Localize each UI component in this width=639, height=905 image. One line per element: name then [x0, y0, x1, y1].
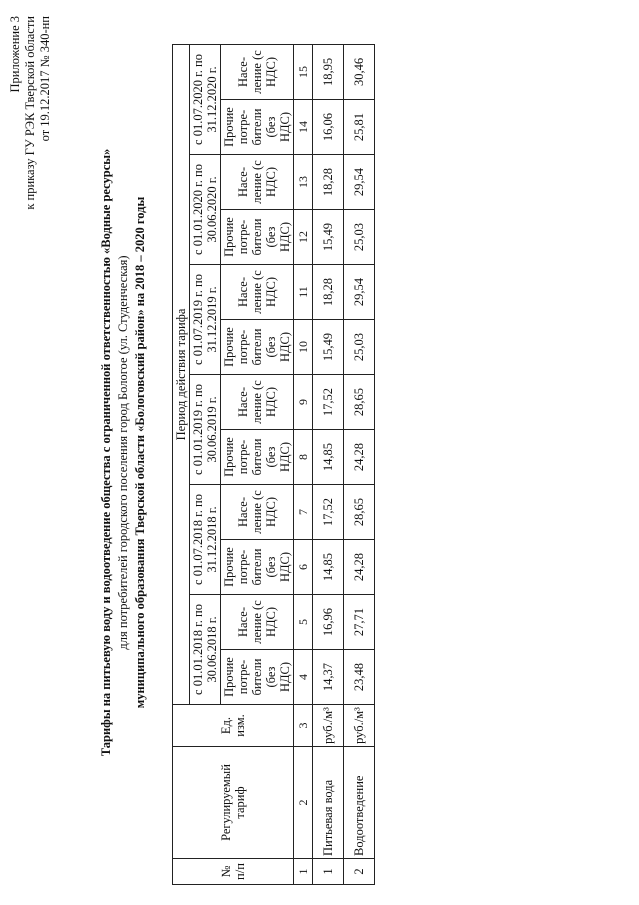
title-line-3: муниципального образования Тверской области «Бологовский район» на 2018 – 2020 годы: [133, 196, 147, 709]
tariff-value: 14,37: [313, 650, 344, 705]
header-num: № п/п: [173, 859, 294, 885]
period-header: с 01.01.2019 г. по 30.06.2019 г.: [190, 375, 221, 485]
subheader-other: Прочие потре-бители (без НДС): [221, 430, 294, 485]
column-number: 9: [294, 375, 313, 430]
column-number: 2: [294, 747, 313, 859]
period-header: с 01.07.2019 г. по 31.12.2019 г.: [190, 265, 221, 375]
subheader-population: Насе-ление (с НДС): [221, 155, 294, 210]
column-number: 10: [294, 320, 313, 375]
column-number: 11: [294, 265, 313, 320]
tariff-value: 14,85: [313, 540, 344, 595]
column-number-row: [294, 44, 313, 884]
tariff-value: 30,46: [344, 44, 375, 99]
tariff-value: 27,71: [344, 595, 375, 650]
column-number: 8: [294, 430, 313, 485]
tariff-value: 24,28: [344, 540, 375, 595]
tariff-value: 16,06: [313, 100, 344, 155]
column-number: 4: [294, 650, 313, 705]
appendix-line-2: к приказу ГУ РЭК Тверской области: [23, 16, 37, 210]
subheader-population: Насе-ление (с НДС): [221, 485, 294, 540]
header-tariff: Регулируемый тариф: [173, 747, 294, 859]
appendix-line-1: Приложение 3: [8, 16, 22, 93]
subheader-population: Насе-ление (с НДС): [221, 44, 294, 99]
tariff-value: 28,65: [344, 485, 375, 540]
tariff-value: 23,48: [344, 650, 375, 705]
title-line-2: для потребителей городского поселения город Бологое (ул. Студенческая): [116, 255, 130, 650]
tariff-value: 15,49: [313, 210, 344, 265]
tariff-value: 18,28: [313, 155, 344, 210]
column-number: 5: [294, 595, 313, 650]
tariff-value: 25,03: [344, 210, 375, 265]
appendix-reference: [8, 16, 53, 210]
column-number: 13: [294, 155, 313, 210]
period-header: с 01.07.2018 г. по 31.12.2018 г.: [190, 485, 221, 595]
subheader-other: Прочие потре-бители (без НДС): [221, 210, 294, 265]
column-number: 1: [294, 859, 313, 885]
period-header: с 01.07.2020 г. по 31.12.2020 г.: [190, 44, 221, 154]
title-line-1: Тарифы на питьевую воду и водоотведение общества с ограниченной ответственностью «Водные ресурсы»: [99, 148, 113, 757]
subheader-population: Насе-ление (с НДС): [221, 375, 294, 430]
column-number: 14: [294, 100, 313, 155]
subheader-population: Насе-ление (с НДС): [221, 595, 294, 650]
tariff-value: 15,49: [313, 320, 344, 375]
tariff-name: Водоотведение: [344, 747, 375, 859]
tariff-name: Питьевая вода: [313, 747, 344, 859]
row-number: 2: [344, 859, 375, 885]
column-number: 3: [294, 705, 313, 747]
period-header: с 01.01.2018 г. по 30.06.2018 г.: [190, 595, 221, 705]
tariff-value: 29,54: [344, 155, 375, 210]
subheader-other: Прочие потре-бители (без НДС): [221, 320, 294, 375]
document-title: [98, 0, 149, 905]
subheader-other: Прочие потре-бители (без НДС): [221, 540, 294, 595]
subheader-population: Насе-ление (с НДС): [221, 265, 294, 320]
tariff-value: 18,28: [313, 265, 344, 320]
tariff-table: [172, 44, 375, 885]
period-header: с 01.01.2020 г. по 30.06.2020 г.: [190, 155, 221, 265]
tariff-value: 16,96: [313, 595, 344, 650]
table-row: [313, 44, 344, 884]
tariff-value: 25,03: [344, 320, 375, 375]
tariff-value: 25,81: [344, 100, 375, 155]
column-number: 7: [294, 485, 313, 540]
tariff-value: 28,65: [344, 375, 375, 430]
tariff-value: 17,52: [313, 485, 344, 540]
tariff-value: 17,52: [313, 375, 344, 430]
appendix-line-3: от 19.12.2017 № 340-нп: [38, 16, 52, 142]
unit-cell: руб./м³: [344, 705, 375, 747]
header-period: Период действия тарифа: [173, 44, 190, 704]
tariff-value: 18,95: [313, 44, 344, 99]
column-number: 6: [294, 540, 313, 595]
header-unit: Ед. изм.: [173, 705, 294, 747]
table-row: [344, 44, 375, 884]
tariff-value: 14,85: [313, 430, 344, 485]
column-number: 12: [294, 210, 313, 265]
unit-cell: руб./м³: [313, 705, 344, 747]
row-number: 1: [313, 859, 344, 885]
tariff-value: 24,28: [344, 430, 375, 485]
subheader-other: Прочие потре-бители (без НДС): [221, 100, 294, 155]
subheader-other: Прочие потре-бители (без НДС): [221, 650, 294, 705]
tariff-value: 29,54: [344, 265, 375, 320]
column-number: 15: [294, 44, 313, 99]
